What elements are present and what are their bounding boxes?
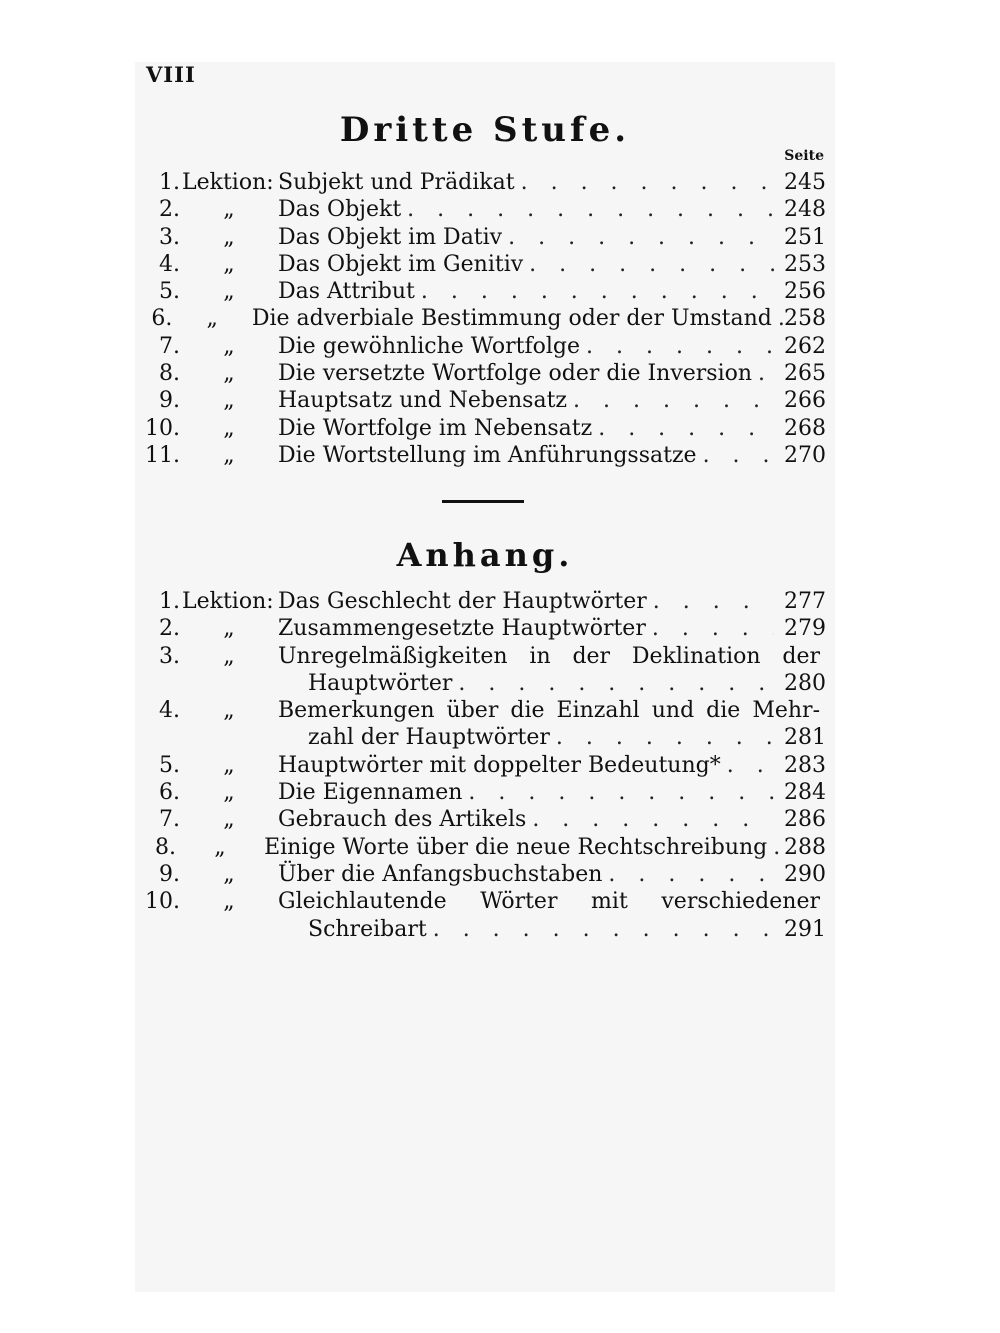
entry-page: 258: [784, 306, 826, 332]
entry-number: 1.: [159, 170, 180, 195]
entry-prefix: „: [223, 752, 235, 778]
entry-prefix: „: [223, 415, 235, 441]
entry-prefix: Lektion:: [182, 170, 274, 195]
entry-title: Über die Anfangsbuchstaben: [278, 861, 603, 887]
entry-page: 277: [784, 589, 826, 614]
entry-number: 10.: [145, 415, 180, 441]
dot-leader: [580, 334, 774, 359]
entry-number: 2.: [159, 616, 180, 642]
entry-title: Das Attribut: [278, 279, 415, 305]
entry-number: 11.: [145, 442, 180, 468]
entry-number: 2.: [159, 197, 180, 223]
toc-entry: [140, 889, 826, 916]
entry-title: Die versetzte Wortfolge oder die Inversion: [278, 361, 753, 387]
dot-leader: [602, 862, 774, 887]
entry-page: 253: [784, 251, 826, 277]
entry-number: 1.: [159, 589, 180, 614]
entry-title: Bemerkungen über die Einzahl und die Mehr-: [278, 698, 820, 724]
toc-entry-continuation: [140, 671, 826, 698]
dot-leader: [647, 589, 774, 614]
entry-number: 5.: [159, 752, 180, 778]
dot-leader: [721, 753, 774, 778]
toc-entry: [140, 644, 826, 671]
toc-entry: [140, 835, 826, 862]
entry-page: 266: [784, 388, 826, 414]
toc-entry: [140, 753, 826, 780]
entry-prefix: „: [214, 834, 226, 860]
entry-prefix: „: [223, 279, 235, 305]
entry-prefix: „: [223, 780, 235, 806]
toc-entry: [140, 589, 826, 616]
toc-entry: [140, 698, 826, 725]
entry-page: 265: [784, 361, 826, 387]
section-title-dritte-stufe: Dritte Stufe.: [339, 110, 631, 150]
entry-page: 245: [784, 170, 826, 195]
dot-leader: [550, 725, 774, 750]
dot-leader: [752, 361, 774, 386]
entry-prefix: „: [223, 861, 235, 887]
dot-leader: [427, 917, 774, 942]
entry-page: 291: [784, 916, 826, 942]
toc-entry: [140, 334, 826, 361]
entry-prefix: „: [223, 388, 235, 414]
entry-title: Hauptsatz und Nebensatz: [278, 388, 568, 414]
entry-number: 6.: [151, 306, 173, 332]
entry-number: 4.: [159, 251, 180, 277]
entry-prefix: Lektion:: [182, 589, 274, 614]
entry-prefix: „: [223, 807, 235, 833]
entry-number: 5.: [159, 279, 180, 305]
entry-title: Die Wortfolge im Nebensatz: [278, 415, 593, 441]
entry-page: 286: [784, 807, 826, 833]
entry-title: Subjekt und Prädikat: [278, 170, 515, 195]
section-divider: [442, 500, 524, 503]
toc-entry: [140, 361, 826, 388]
toc-entry: [140, 279, 826, 306]
toc-entry: [140, 443, 826, 470]
dot-leader: [415, 279, 774, 304]
entry-prefix: „: [223, 197, 235, 223]
dot-leader: [697, 443, 774, 468]
entry-page: 251: [784, 224, 826, 250]
entry-title-continuation: zahl der Hauptwörter: [308, 725, 550, 751]
entry-number: 10.: [145, 889, 180, 915]
entry-title: Das Objekt: [278, 197, 402, 223]
entry-title: Die Wortstellung im Anführungssatze: [278, 442, 697, 468]
entry-prefix: „: [223, 698, 235, 724]
toc-entry: [140, 780, 826, 807]
entry-prefix: „: [223, 333, 235, 359]
entry-page: 288: [784, 834, 826, 860]
toc-entry: [140, 616, 826, 643]
entry-page: 262: [784, 333, 826, 359]
entry-page: 256: [784, 279, 826, 305]
entry-title: Zusammengesetzte Hauptwörter: [278, 616, 646, 642]
entry-prefix: „: [223, 224, 235, 250]
dot-leader: [515, 170, 774, 195]
entry-page: 268: [784, 415, 826, 441]
entry-title: Gleichlautende Wörter mit verschiedener: [278, 889, 820, 915]
page-column-label: Seite: [784, 148, 824, 164]
dot-leader: [646, 616, 774, 641]
entry-number: 3.: [159, 643, 180, 669]
entry-title: Gebrauch des Artikels: [278, 807, 527, 833]
toc-entry: [140, 807, 826, 834]
dot-leader: [452, 671, 774, 696]
dot-leader: [767, 835, 779, 860]
entry-number: 8.: [159, 361, 180, 387]
toc-list-anhang: [140, 589, 826, 944]
toc-entry: [140, 416, 826, 443]
entry-page: 270: [784, 442, 826, 468]
dot-leader: [462, 780, 774, 805]
entry-title: Die adverbiale Bestimmung oder der Umstand: [251, 306, 772, 332]
entry-title: Das Objekt im Genitiv: [278, 251, 524, 277]
page-number: VIII: [146, 62, 196, 87]
entry-title: Die gewöhnliche Wortfolge: [278, 333, 581, 359]
entry-title: Die Eigennamen: [278, 780, 463, 806]
toc-entry-continuation: [140, 917, 826, 944]
entry-title: Das Objekt im Dativ: [278, 224, 503, 250]
toc-entry: [140, 170, 826, 197]
entry-page: 281: [784, 725, 826, 751]
entry-page: 280: [784, 670, 826, 696]
entry-page: 248: [784, 197, 826, 223]
entry-number: 8.: [154, 834, 176, 860]
toc-entry: [140, 197, 826, 224]
entry-title: Hauptwörter mit doppelter Bedeutung*: [278, 752, 721, 778]
dot-leader: [772, 306, 784, 331]
entry-number: 7.: [159, 333, 180, 359]
entry-number: 9.: [159, 388, 180, 414]
entry-number: 7.: [159, 807, 180, 833]
toc-entry: [140, 225, 826, 252]
dot-leader: [526, 807, 774, 832]
toc-entry: [140, 862, 826, 889]
entry-page: 290: [784, 861, 826, 887]
entry-page: 279: [784, 616, 826, 642]
entry-prefix: „: [223, 643, 235, 669]
toc-entry: [140, 388, 826, 415]
entry-number: 9.: [159, 861, 180, 887]
entry-title-continuation: Hauptwörter: [308, 670, 453, 696]
dot-leader: [401, 197, 774, 222]
dot-leader: [592, 416, 774, 441]
entry-title: Unregelmäßigkeiten in der Deklination der: [278, 643, 820, 669]
toc-list-dritte-stufe: [140, 170, 826, 470]
dot-leader: [523, 252, 774, 277]
toc-entry-continuation: [140, 725, 826, 752]
entry-prefix: „: [223, 251, 235, 277]
entry-number: 4.: [159, 698, 180, 724]
entry-number: 3.: [159, 224, 180, 250]
entry-title-continuation: Schreibart: [308, 916, 427, 942]
entry-number: 6.: [159, 780, 180, 806]
entry-prefix: „: [223, 889, 235, 915]
toc-entry: [140, 306, 826, 333]
dot-leader: [502, 225, 774, 250]
entry-page: 284: [784, 780, 826, 806]
entry-prefix: „: [206, 306, 218, 332]
entry-title: Das Geschlecht der Hauptwörter: [278, 589, 647, 614]
entry-prefix: „: [223, 361, 235, 387]
entry-prefix: „: [223, 442, 235, 468]
dot-leader: [567, 388, 774, 413]
entry-prefix: „: [223, 616, 235, 642]
entry-title: Einige Worte über die neue Rechtschreibung: [264, 834, 768, 860]
section-title-anhang: Anhang.: [396, 536, 574, 574]
toc-entry: [140, 252, 826, 279]
entry-page: 283: [784, 752, 826, 778]
